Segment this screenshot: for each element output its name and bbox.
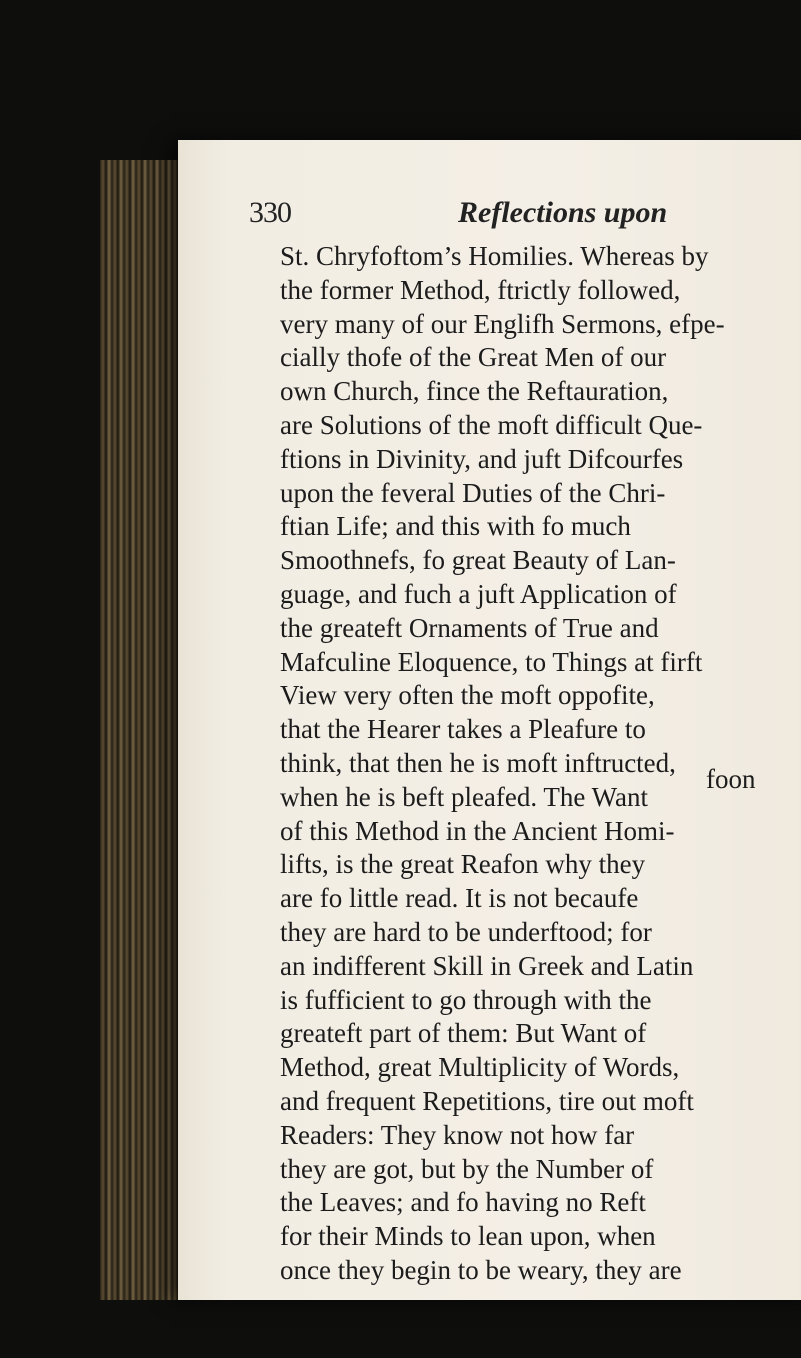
text-line: Method, great Multiplicity of Words,: [280, 1052, 680, 1083]
text-line: that the Hearer takes a Pleafure to: [280, 714, 646, 745]
text-line: they are got, but by the Number of: [280, 1153, 654, 1184]
text-line: upon the feveral Duties of the Chri-: [280, 477, 666, 508]
text-line: for their Minds to lean upon, when: [280, 1221, 656, 1252]
text-line: once they begin to be weary, they are: [280, 1254, 682, 1285]
text-line: are fo little read. It is not becaufe: [280, 883, 639, 914]
text-line: the Leaves; and fo having no Reft: [280, 1187, 646, 1218]
text-line: ftions in Divinity, and juft Difcourfes: [280, 443, 684, 474]
text-line: an indifferent Skill in Greek and Latin: [280, 950, 694, 981]
text-line: St. Chryfoftom’s Homilies. Whereas by: [280, 241, 709, 271]
text-line: Mafculine Eloquence, to Things at firft: [280, 646, 703, 677]
text-line: and frequent Repetitions, tire out moft: [280, 1085, 694, 1116]
page-number: 330: [249, 196, 291, 229]
text-line: ftian Life; and this with fo much: [280, 511, 631, 542]
text-line: the former Method, ftrictly followed,: [280, 274, 681, 305]
running-head: Reflections upon: [458, 196, 668, 229]
text-line: cially thofe of the Great Men of our: [280, 342, 667, 373]
text-line: are Solutions of the moft difficult Que-: [280, 409, 703, 440]
text-line: Readers: They know not how far: [280, 1119, 635, 1150]
text-line: guage, and fuch a juft Application of: [280, 578, 677, 609]
text-line: very many of our Englifh Sermons, efpe-: [280, 308, 725, 339]
text-line: greateft part of them: But Want of: [280, 1018, 647, 1049]
text-line: they are hard to be underftood; for: [280, 916, 652, 947]
text-line: think, that then he is moft inftructed,: [280, 747, 676, 778]
text-line: the greateft Ornaments of True and: [280, 612, 659, 643]
text-line: is fufficient to go through with the: [280, 984, 652, 1015]
text-line: of this Method in the Ancient Homi-: [280, 815, 675, 846]
text-line: lifts, is the great Reafon why they: [280, 849, 646, 880]
text-line: View very often the moft oppofite,: [280, 680, 655, 711]
catchword: foon: [706, 764, 756, 794]
text-line: when he is beft pleafed. The Want: [280, 781, 648, 812]
text-line: Smoothnefs, fo great Beauty of Lan-: [280, 545, 676, 576]
text-line: own Church, fince the Reftauration,: [280, 376, 669, 407]
